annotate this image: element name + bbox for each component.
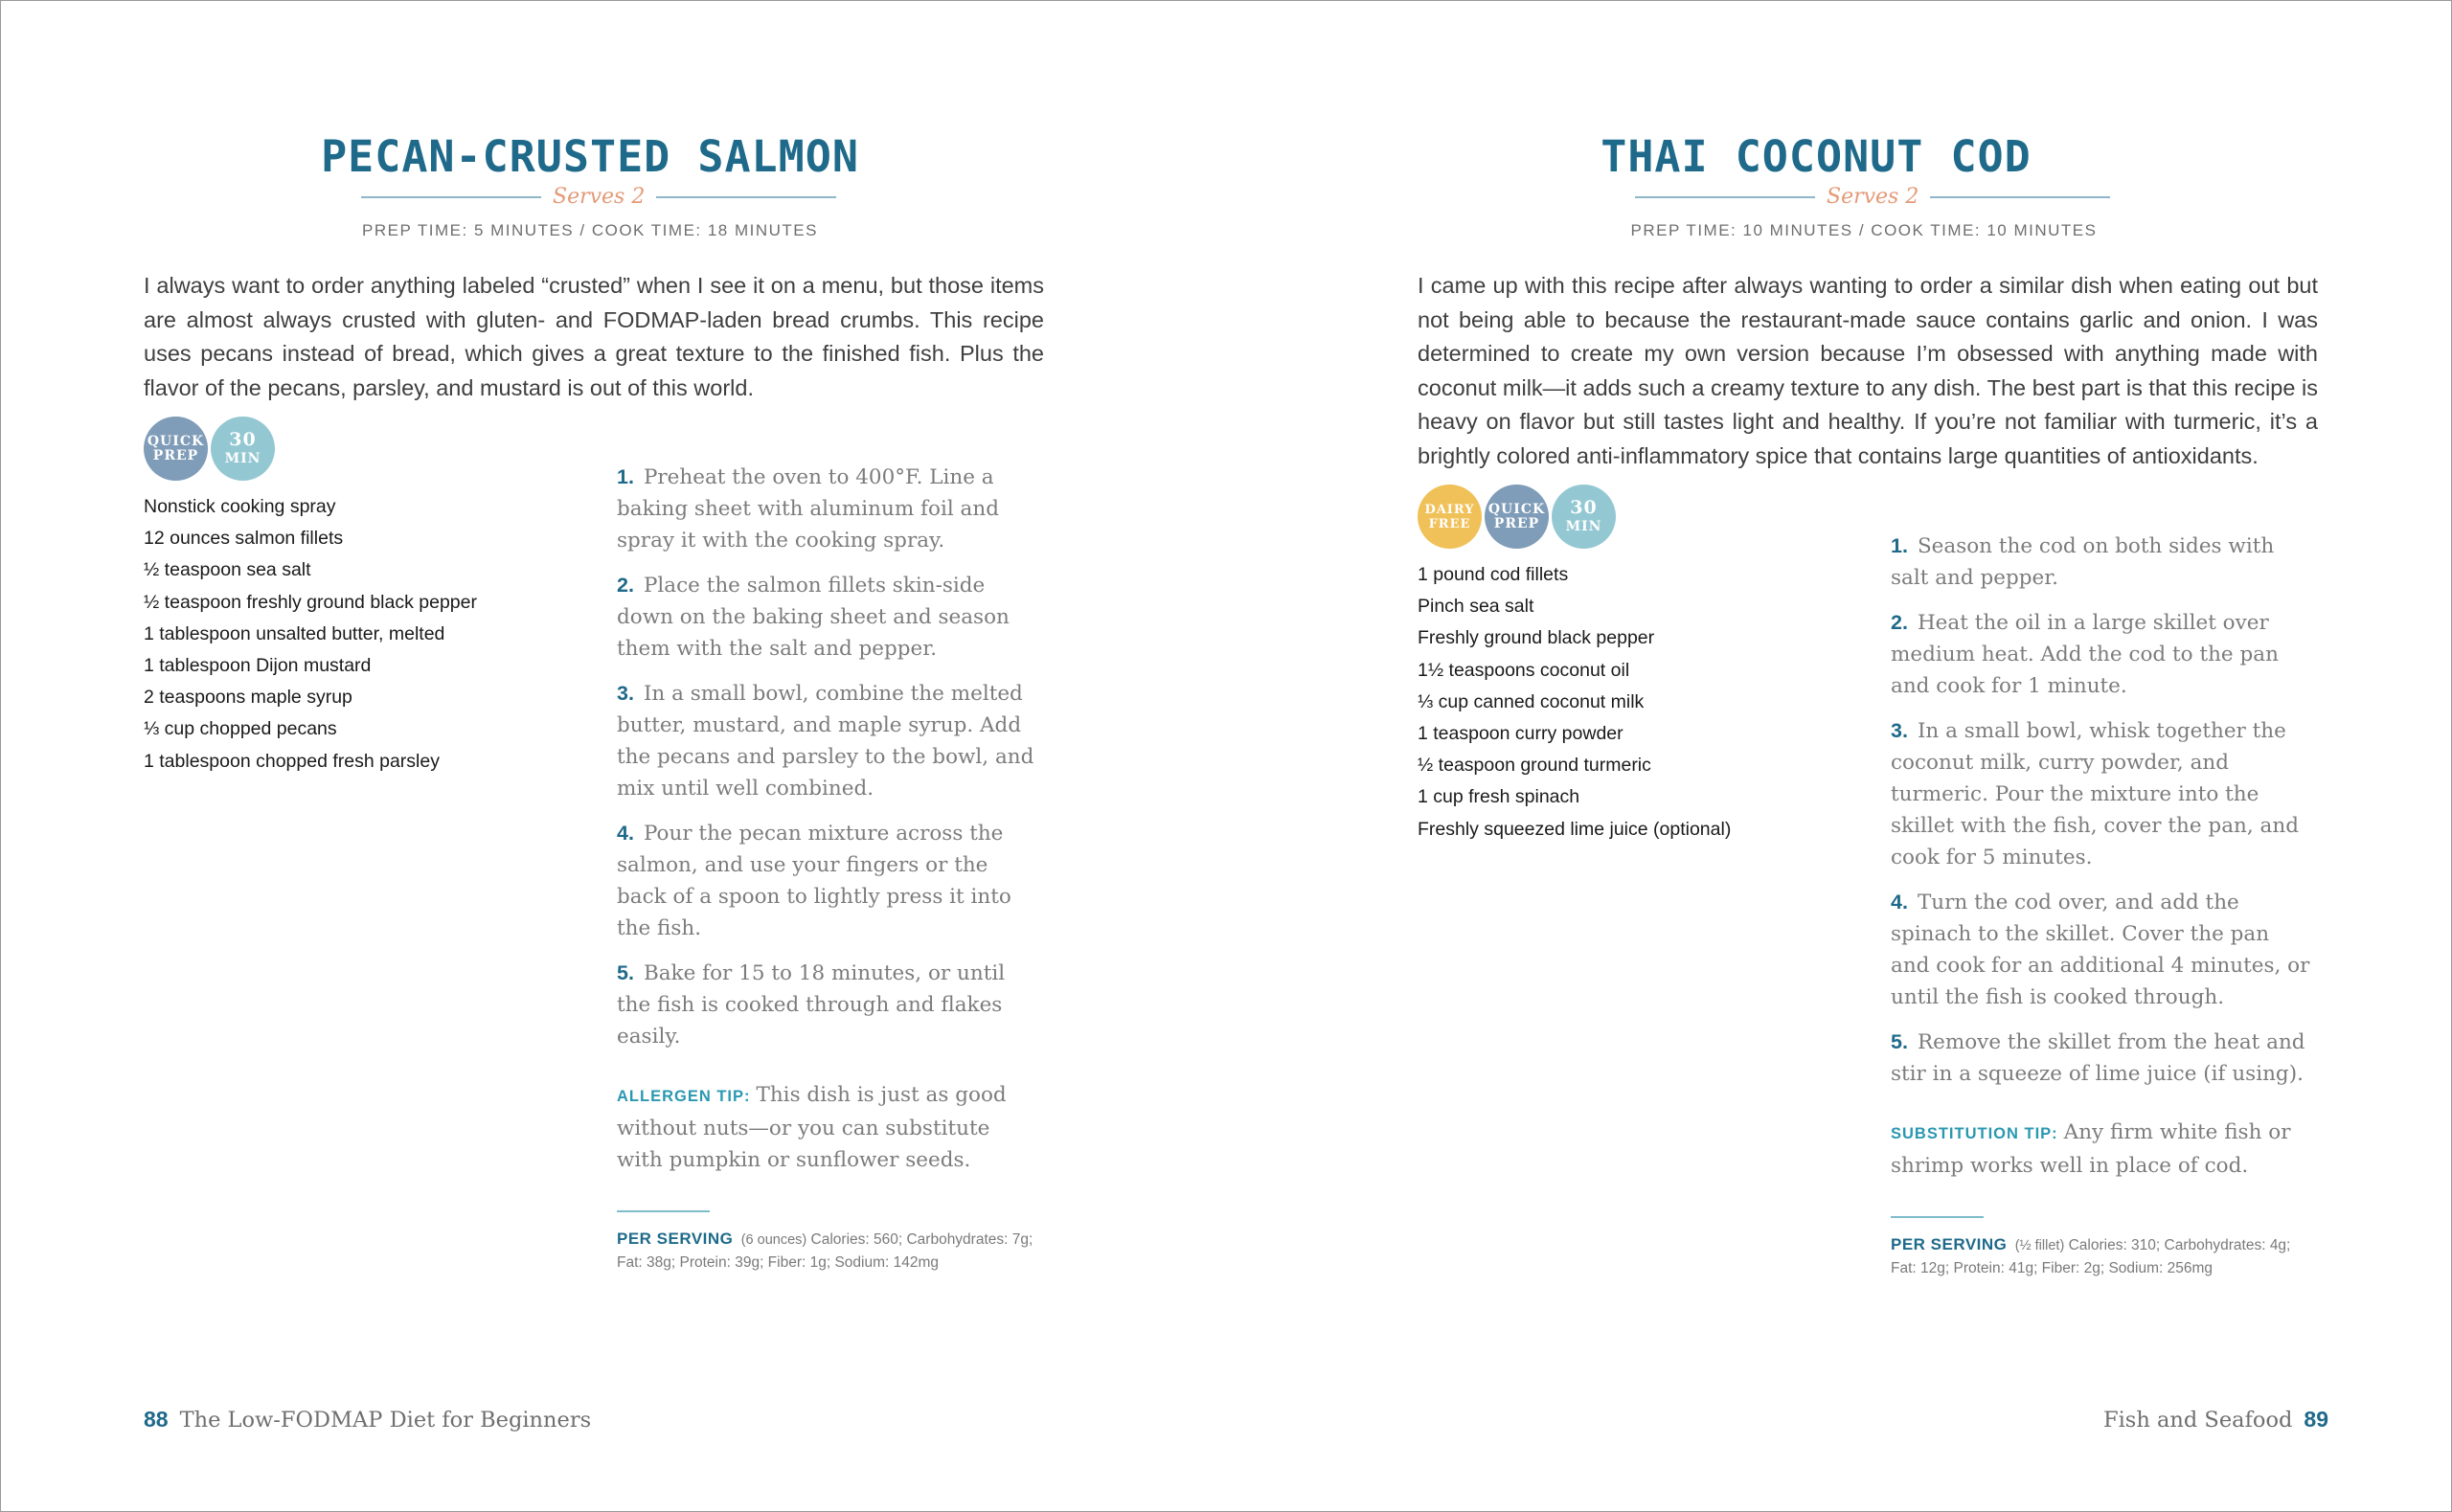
ingredient-item: 1½ teaspoons coconut oil [1418,659,1630,681]
chapter-title: Fish and Seafood [2102,1408,2293,1433]
recipe-title: PECAN-CRUSTED SALMON [321,131,859,182]
prep-cook-time: PREP TIME: 5 MINUTES / COOK TIME: 18 MINUTES [362,221,818,239]
ingredient-item: Nonstick cooking spray [144,496,336,517]
nutrition-info: PER SERVING (6 ounces) Calories: 560; Carbohydrates: 7g; Fat: 38g; Protein: 39g; Fiber: 1g; Sodium: 142mg [617,1230,1033,1271]
divider [656,196,836,198]
ingredient-item: 1 tablespoon Dijon mustard [144,655,372,677]
divider [1891,1216,1984,1218]
serves-row [361,185,836,209]
ingredient-list [1418,559,1731,846]
page-footer [2103,1407,2328,1433]
divider [617,1210,710,1212]
ingredient-item: ½ teaspoon sea salt [144,559,311,581]
step: 2. Place the salmon fillets skin-side down on the baking sheet and season them with the salt and pepper. [617,574,1010,661]
ingredient-item: 1 pound cod fillets [1418,564,1569,585]
step: 1. Season the cod on both sides with salt and pepper. [1891,534,2275,590]
divider [361,196,541,198]
badge-group [144,417,275,481]
book-title: The Low-FODMAP Diet for Beginners [179,1408,592,1433]
step: 3. In a small bowl, combine the melted butter, mustard, and maple syrup. Add the pecans and parsley to the bowl, and mix until well combined. [617,682,1034,801]
step: 2. Heat the oil in a large skillet over medium heat. Add the cod to the pan and cook for 1 minute. [1891,611,2279,698]
recipe-intro: I came up with this recipe after always wanting to order a similar dish when eating out but not being able to because the restaurant-made sauce contains garlic and onion. I was determined to create my own version because I’m obsessed with anything made with coconut milk—it adds such a creamy texture to any dish. The best part is that this recipe is heavy on flavor but still tastes light and healthy. If you’re not familiar with turmeric, it’s a brightly colored anti-inflammatory spice that contains large quantities of antioxidants. [1418,273,2318,468]
substitution-tip: SUBSTITUTION TIP: Any firm white fish or shrimp works well in place of cod. [1891,1120,2291,1178]
instruction-steps [1891,530,2312,1280]
prep-cook-time: PREP TIME: 10 MINUTES / COOK TIME: 10 MINUTES [1630,221,2098,239]
quick-prep-badge: QUICK PREP [1485,485,1549,549]
ingredient-item: 2 teaspoons maple syrup [144,687,352,709]
step: 1. Preheat the oven to 400°F. Line a baking sheet with aluminum foil and spray it with the cooking spray. [617,465,999,553]
page-footer [144,1407,591,1433]
ingredient-item: ½ teaspoon freshly ground black pepper [144,591,477,613]
ingredient-item: 12 ounces salmon fillets [144,528,344,550]
ingredient-item: 1 teaspoon curry powder [1418,723,1623,745]
ingredient-item: ⅓ cup chopped pecans [144,718,337,740]
recipe-title: THAI COCONUT COD [1601,131,2032,182]
step: 4. Turn the cod over, and add the spinach to the skillet. Cover the pan and cook for an additional 4 minutes, or until the fish is cooked through. [1891,891,2310,1009]
ingredient-item: ½ teaspoon ground turmeric [1418,755,1651,777]
ingredient-item: 1 tablespoon unsalted butter, melted [144,622,445,644]
right-page [1227,1,2452,1512]
step: 5. Remove the skillet from the heat and stir in a squeeze of lime juice (if using). [1891,1030,2305,1086]
step: 4. Pour the pecan mixture across the salmon, and use your fingers or the back of a spoon to lightly press it into the fish. [617,822,1011,940]
ingredient-item: ⅓ cup canned coconut milk [1418,690,1645,712]
divider [1635,196,1815,198]
step: 5. Bake for 15 to 18 minutes, or until the fish is cooked through and flakes easily. [617,961,1006,1049]
ingredient-item: Freshly squeezed lime juice (optional) [1418,818,1732,840]
nutrition-info: PER SERVING (½ fillet) Calories: 310; Carbohydrates: 4g; Fat: 12g; Protein: 41g; Fiber: 2g; Sodium: 256mg [1891,1235,2291,1276]
ingredient-list [144,491,477,778]
ingredient-item: 1 cup fresh spinach [1418,786,1580,808]
dairy-free-badge: DAIRY FREE [1418,485,1482,549]
recipe-intro: I always want to order anything labeled “crusted” when I see it on a menu, but those items are almost always crusted with gluten- and FODMAP-laden bread crumbs. This recipe uses pecans instead of bread, which gives a great texture to the finished fish. Plus the flavor of the pecans, parsley, and mustard is out of this world. [144,273,1044,400]
step: 3. In a small bowl, whisk together the coconut milk, curry powder, and turmeric. Pour the mixture into the skillet with the fish, cover the pan, and cook for 5 minutes. [1891,719,2299,869]
divider [1930,196,2110,198]
instruction-steps [617,462,1038,1275]
thirty-min-badge: 30 MIN [211,417,275,481]
serves-row [1635,185,2110,209]
badge-group [1418,485,1616,549]
page-number: 88 [144,1407,169,1432]
serves-label: Serves 2 [1827,185,1919,209]
left-page [1,1,1227,1512]
serves-label: Serves 2 [553,185,646,209]
quick-prep-badge: QUICK PREP [144,417,208,481]
thirty-min-badge: 30 MIN [1552,485,1616,549]
ingredient-item: 1 tablespoon chopped fresh parsley [144,750,440,772]
ingredient-item: Freshly ground black pepper [1418,627,1655,649]
allergen-tip: ALLERGEN TIP: This dish is just as good without nuts—or you can substitute with pumpkin or sunflower seeds. [617,1083,1007,1172]
page-number: 89 [2304,1407,2328,1432]
ingredient-item: Pinch sea salt [1418,596,1534,618]
